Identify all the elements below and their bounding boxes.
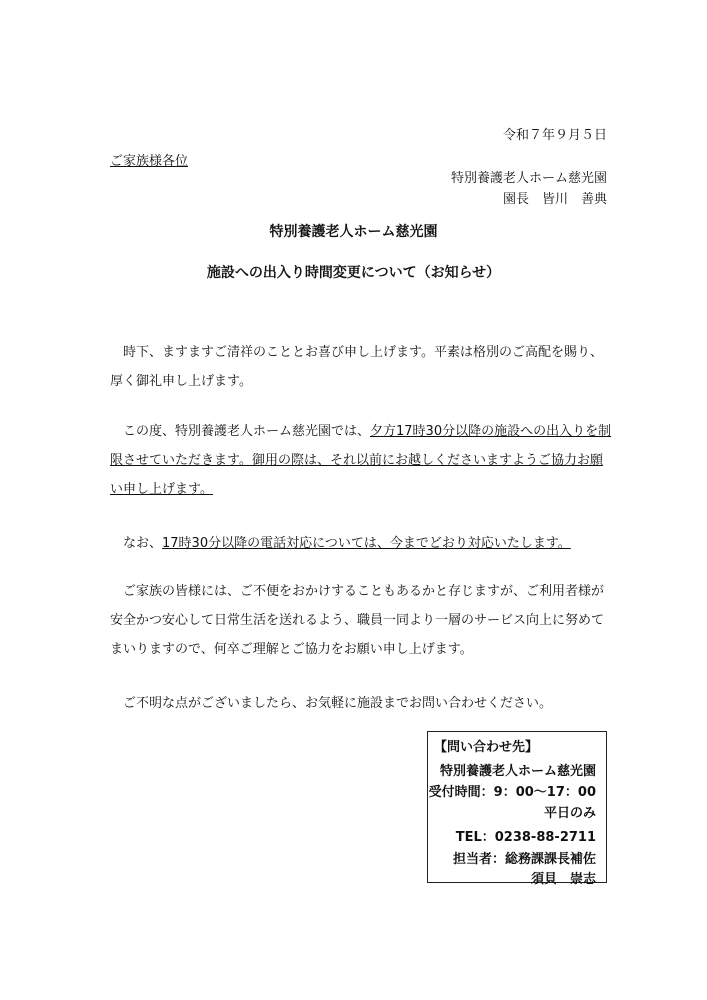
recipient: ご家族様各位 — [110, 154, 189, 169]
contact-facility: 特別養護老人ホーム慈光園 — [439, 764, 596, 779]
issue-date: 令和７年９月５日 — [502, 128, 607, 143]
paragraph-text: ご不明な点がございましたら、お気軽に施設までお問い合わせください。 — [123, 696, 553, 711]
paragraph-text: ご家族の皆様には、ご不便をおかけすることもあるかと存じますが、ご利用者様が安全かつ安心して日常生活を送れるよう、職員一同より一層のサービス向上に努めてまいりますので、何卒ご理解とご協力をお願い申し上げます。 — [110, 584, 605, 657]
contact-hours: 受付時間：9：00～17：00 — [428, 785, 596, 800]
body-paragraph-greeting — [110, 338, 615, 396]
sender-organization: 特別養護老人ホーム慈光園 — [450, 171, 607, 186]
paragraph-text — [110, 529, 615, 558]
contact-box — [427, 731, 607, 887]
phone-intro: なお、 — [123, 536, 163, 551]
contact-person-name: 須貝 崇志 — [530, 872, 596, 887]
body-paragraph-apology — [110, 577, 615, 664]
paragraph-text — [110, 417, 615, 504]
restriction-intro: この度、特別養護老人ホーム慈光園では、 — [123, 424, 371, 439]
contact-heading: 【問い合わせ先】 — [434, 740, 539, 755]
document-title-organization: 特別養護老人ホーム慈光園 — [269, 224, 438, 240]
document-title: 施設への出入り時間変更について（お知らせ） — [206, 265, 501, 281]
contact-person-title: 担当者：総務課課長補佐 — [452, 852, 596, 867]
contact-days: 平日のみ — [543, 806, 596, 821]
body-paragraph-inquiry — [110, 689, 615, 718]
body-paragraph-phone — [110, 529, 615, 558]
body-paragraph-restriction — [110, 417, 615, 504]
phone-notice-underlined: 17時30分以降の電話対応については、今までどおり対応いたします。 — [162, 536, 571, 551]
contact-tel: TEL：0238-88-2711 — [455, 830, 596, 845]
sender-name: 園長 皆川 善典 — [502, 192, 607, 207]
paragraph-text: 時下、ますますご清祥のこととお喜び申し上げます。平素は格別のご高配を賜り、厚く御礼申し上げます。 — [110, 345, 603, 389]
restriction-notice-underlined: 夕方17時30分以降の施設への出入りを制限させていただきます。御用の際は、それ以前にお越しくださいますようご協力お願い申し上げます。 — [110, 424, 612, 497]
